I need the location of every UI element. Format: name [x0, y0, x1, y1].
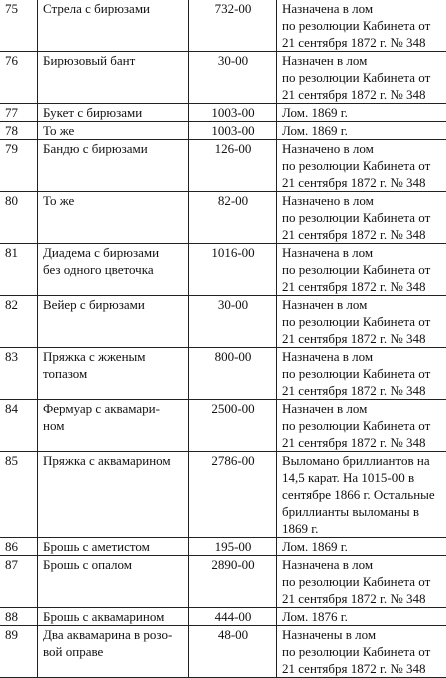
item-price: 195-00	[189, 538, 277, 556]
item-note: Лом. 1869 г.	[277, 122, 446, 140]
table-row	[0, 296, 446, 348]
item-note: Назначено в лом по резолюции Кабинета от 21 сентября 1872 г. № 348	[277, 140, 446, 192]
table-row	[0, 348, 446, 400]
row-number: 81	[0, 244, 38, 296]
item-description: Два аквамарина в розо- вой оправе	[38, 626, 189, 678]
table-row	[0, 452, 446, 538]
row-number: 88	[0, 608, 38, 626]
item-description: Брошь с аметистом	[38, 538, 189, 556]
item-description: То же	[38, 192, 189, 244]
item-price: 1003-00	[189, 122, 277, 140]
table-row	[0, 192, 446, 244]
table-row	[0, 122, 446, 140]
row-number: 87	[0, 556, 38, 608]
item-note: Назначен в лом по резолюции Кабинета от 21 сентября 1872 г. № 348	[277, 52, 446, 104]
table-row	[0, 104, 446, 122]
item-price: 48-00	[189, 626, 277, 678]
row-number: 85	[0, 452, 38, 538]
item-note: Лом. 1869 г.	[277, 538, 446, 556]
row-number: 82	[0, 296, 38, 348]
item-price: 2890-00	[189, 556, 277, 608]
table-row	[0, 140, 446, 192]
item-note: Назначена в лом по резолюции Кабинета от 21 сентября 1872 г. № 348	[277, 556, 446, 608]
item-note: Выломано бриллиантов на 14,5 карат. На 1015-00 в сентябре 1866 г. Остальные бриллианты выломаны в 1869 г.	[277, 452, 446, 538]
row-number: 86	[0, 538, 38, 556]
row-number: 83	[0, 348, 38, 400]
item-price: 30-00	[189, 52, 277, 104]
row-number: 84	[0, 400, 38, 452]
row-number: 89	[0, 626, 38, 678]
item-price: 82-00	[189, 192, 277, 244]
item-price: 732-00	[189, 0, 277, 52]
item-description: Диадема с бирюзами без одного цветочка	[38, 244, 189, 296]
item-price: 1016-00	[189, 244, 277, 296]
item-price: 2786-00	[189, 452, 277, 538]
item-description: То же	[38, 122, 189, 140]
row-number: 80	[0, 192, 38, 244]
item-description: Стрела с бирюзами	[38, 0, 189, 52]
item-description: Бирюзовый бант	[38, 52, 189, 104]
item-description: Пряжка с жженым топазом	[38, 348, 189, 400]
item-description: Фермуар с аквамари- ном	[38, 400, 189, 452]
item-description: Бандю с бирюзами	[38, 140, 189, 192]
item-note: Назначена в лом по резолюции Кабинета от 21 сентября 1872 г. № 348	[277, 348, 446, 400]
item-note: Лом. 1876 г.	[277, 608, 446, 626]
item-description: Букет с бирюзами	[38, 104, 189, 122]
item-price: 30-00	[189, 296, 277, 348]
table-row	[0, 556, 446, 608]
item-price: 444-00	[189, 608, 277, 626]
row-number: 78	[0, 122, 38, 140]
item-price: 126-00	[189, 140, 277, 192]
item-price: 800-00	[189, 348, 277, 400]
item-note: Назначено в лом по резолюции Кабинета от 21 сентября 1872 г. № 348	[277, 192, 446, 244]
row-number: 76	[0, 52, 38, 104]
table-row	[0, 52, 446, 104]
table-row	[0, 400, 446, 452]
item-description: Брошь с аквамарином	[38, 608, 189, 626]
item-price: 1003-00	[189, 104, 277, 122]
table-row	[0, 538, 446, 556]
table-row	[0, 608, 446, 626]
item-note: Назначены в лом по резолюции Кабинета от 21 сентября 1872 г. № 348	[277, 626, 446, 678]
row-number: 75	[0, 0, 38, 52]
item-note: Назначена в лом по резолюции Кабинета от 21 сентября 1872 г. № 348	[277, 244, 446, 296]
item-note: Назначен в лом по резолюции Кабинета от 21 сентября 1872 г. № 348	[277, 400, 446, 452]
item-note: Назначена в лом по резолюции Кабинета от 21 сентября 1872 г. № 348	[277, 0, 446, 52]
table-row	[0, 0, 446, 52]
item-note: Назначен в лом по резолюции Кабинета от 21 сентября 1872 г. № 348	[277, 296, 446, 348]
table-row	[0, 244, 446, 296]
item-description: Пряжка с аквамарином	[38, 452, 189, 538]
item-description: Брошь с опалом	[38, 556, 189, 608]
row-number: 79	[0, 140, 38, 192]
item-note: Лом. 1869 г.	[277, 104, 446, 122]
row-number: 77	[0, 104, 38, 122]
item-price: 2500-00	[189, 400, 277, 452]
item-description: Вейер с бирюзами	[38, 296, 189, 348]
